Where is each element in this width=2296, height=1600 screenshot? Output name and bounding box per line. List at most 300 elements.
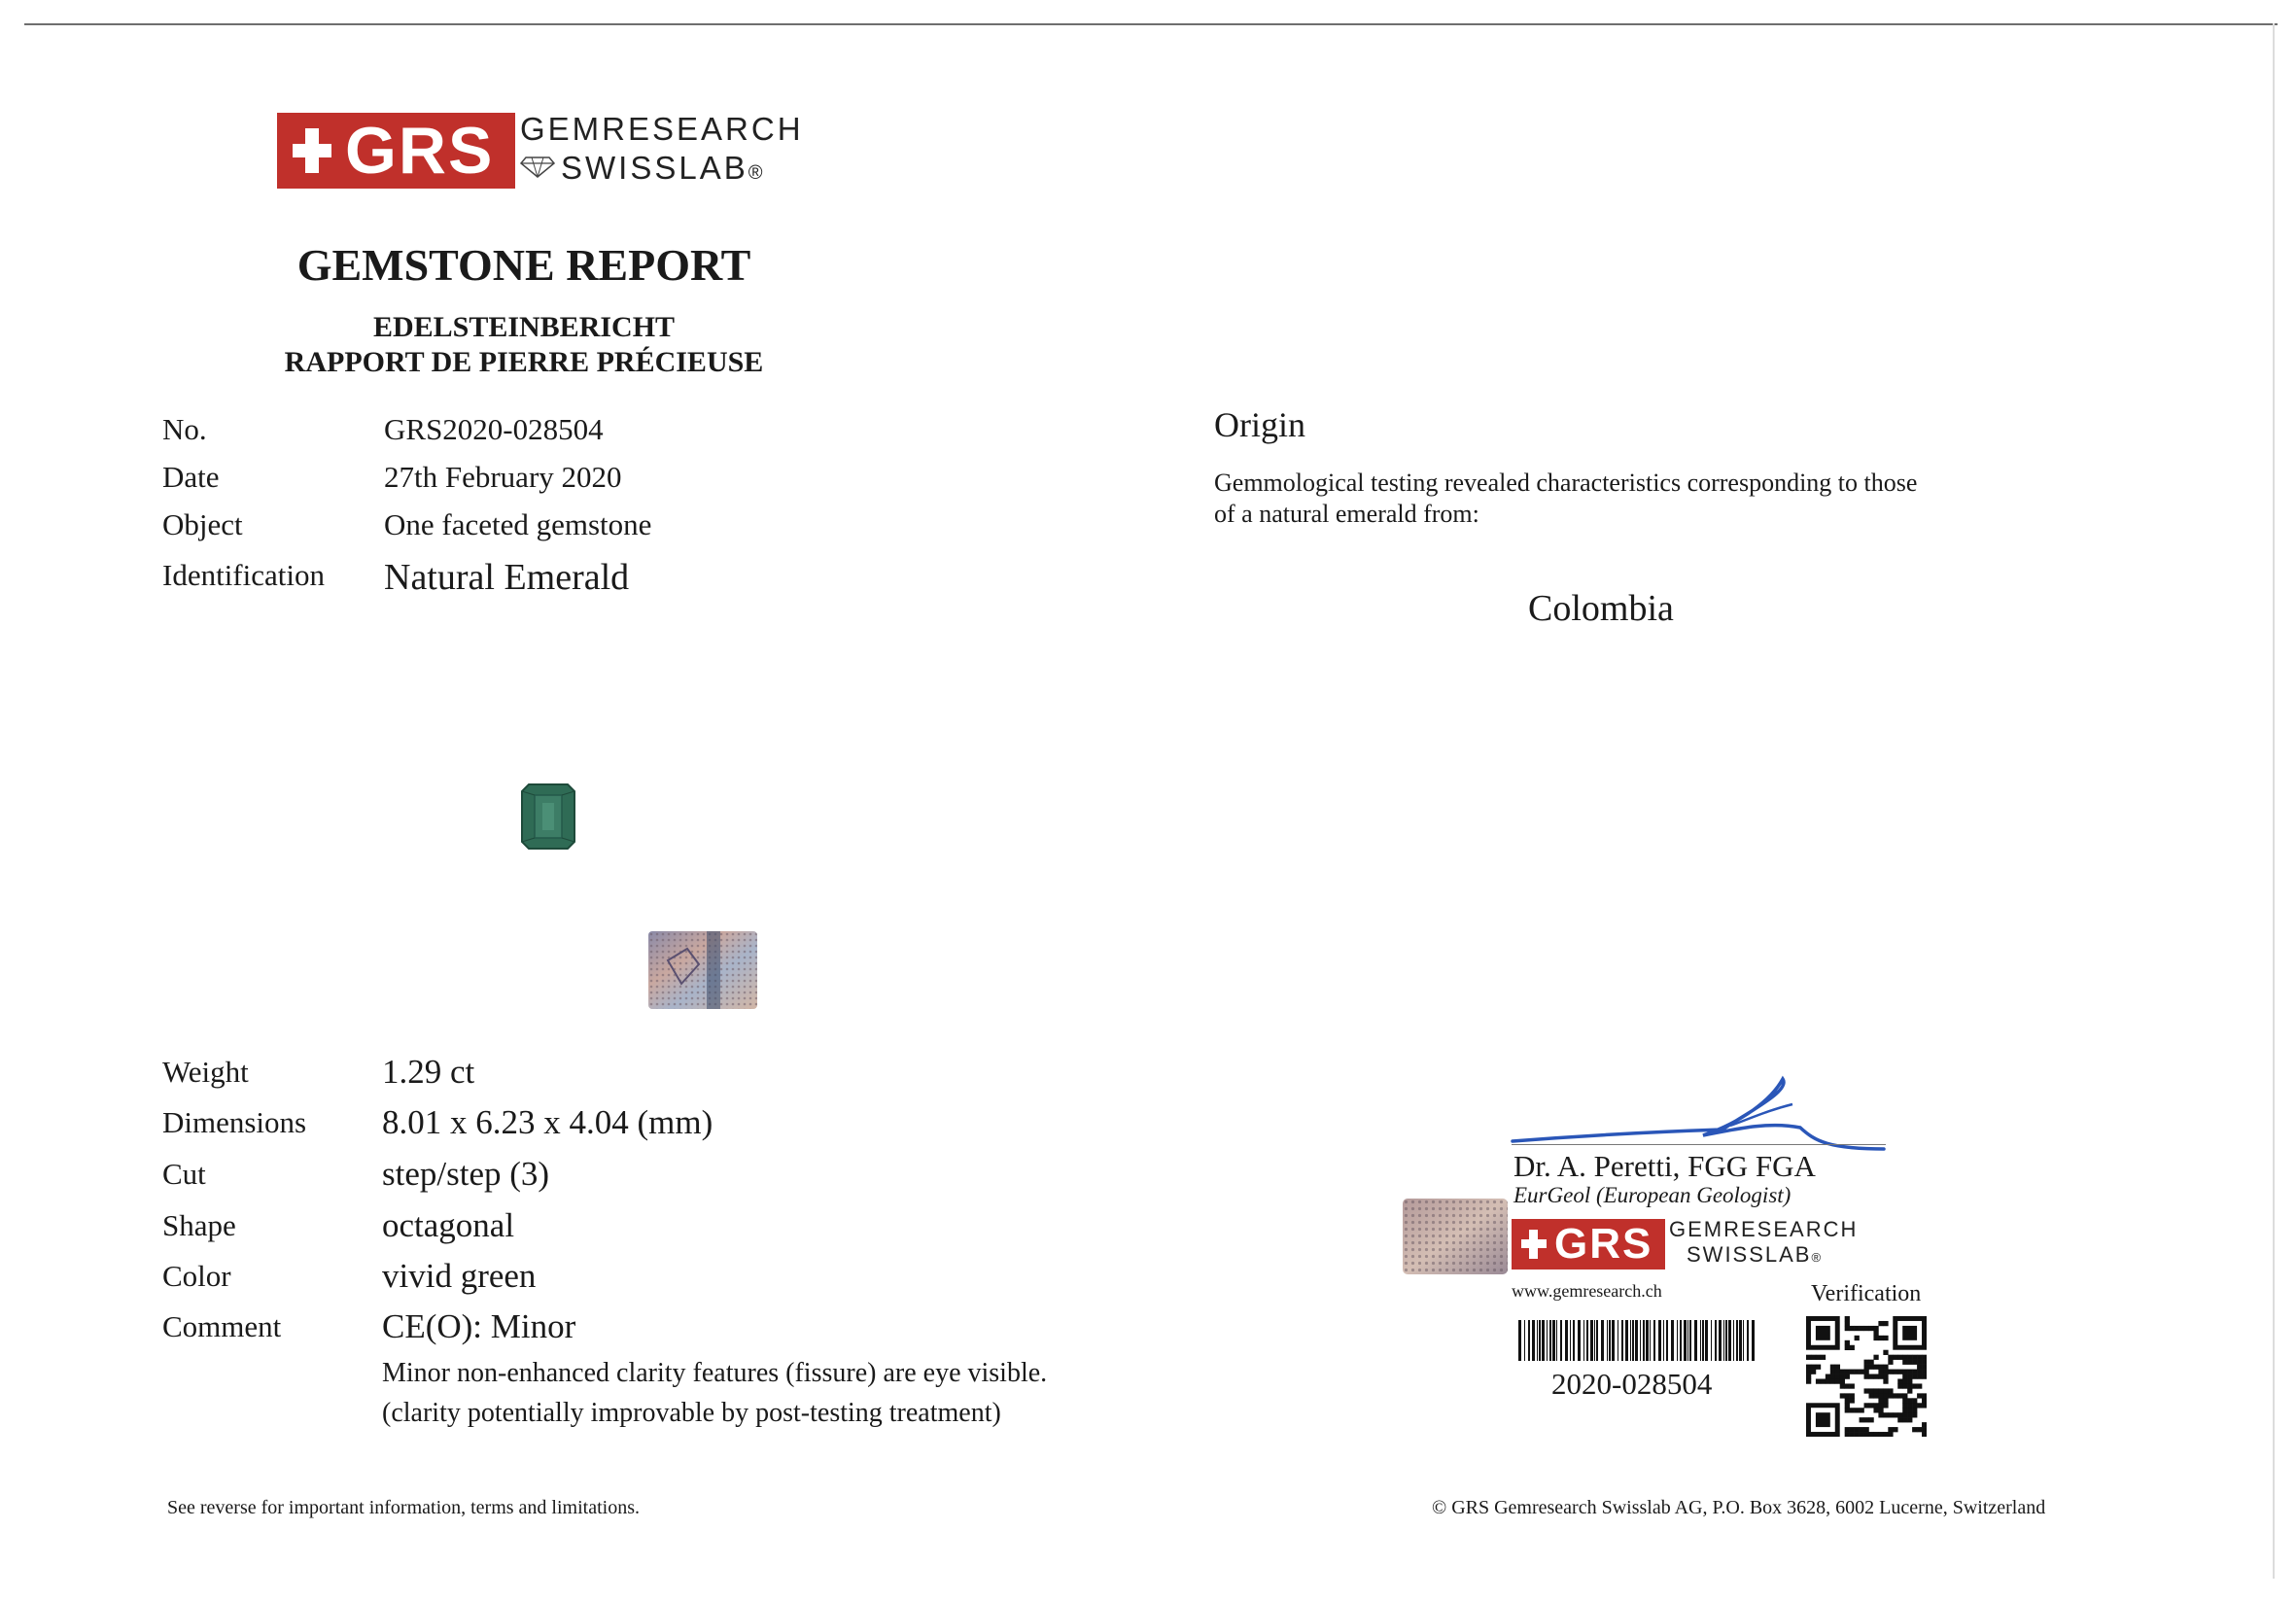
website-link[interactable]: www.gemresearch.ch — [1512, 1281, 1662, 1301]
qr-module — [1883, 1378, 1888, 1383]
qr-module — [1902, 1398, 1907, 1403]
barcode-bar — [1537, 1320, 1538, 1361]
qr-module — [1888, 1412, 1893, 1417]
qr-module — [1868, 1417, 1873, 1422]
qr-module — [1868, 1326, 1873, 1331]
qr-module — [1878, 1412, 1883, 1417]
qr-module — [1850, 1393, 1855, 1398]
barcode-bar — [1689, 1320, 1691, 1361]
qr-module — [1922, 1393, 1927, 1398]
barcode-bar — [1752, 1320, 1755, 1361]
qr-module — [1912, 1355, 1917, 1360]
qr-module — [1883, 1350, 1888, 1355]
qr-module — [1845, 1316, 1850, 1321]
barcode-bar — [1715, 1320, 1717, 1361]
qr-module — [1860, 1427, 1864, 1432]
qr-module — [1878, 1408, 1883, 1412]
qr-module — [1868, 1365, 1873, 1370]
qr-module — [1907, 1398, 1912, 1403]
barcode-bar — [1632, 1320, 1634, 1361]
qr-module — [1860, 1417, 1864, 1422]
barcode-bar — [1725, 1320, 1727, 1361]
comment-note-1: Minor non-enhanced clarity features (fissure) are eye visible. — [382, 1358, 1048, 1388]
qr-module — [1845, 1370, 1850, 1374]
qr-module — [1806, 1365, 1811, 1370]
qr-module — [1883, 1393, 1888, 1398]
qr-module — [1868, 1388, 1873, 1393]
barcode-bar — [1733, 1320, 1734, 1361]
barcode-bar — [1747, 1320, 1749, 1361]
verification-label: Verification — [1811, 1281, 1922, 1306]
qr-module — [1878, 1393, 1883, 1398]
qr-module — [1917, 1427, 1922, 1432]
qr-module — [1873, 1326, 1878, 1331]
barcode-bar — [1650, 1320, 1651, 1361]
qr-module — [1850, 1398, 1855, 1403]
registered-mark-small: ® — [1811, 1250, 1822, 1265]
qr-module — [1912, 1412, 1917, 1417]
qr-module — [1907, 1403, 1912, 1408]
qr-module — [1883, 1370, 1888, 1374]
qr-module — [1873, 1365, 1878, 1370]
barcode-bar — [1573, 1320, 1575, 1361]
barcode-bar — [1743, 1320, 1744, 1361]
qr-module — [1893, 1370, 1897, 1374]
qr-module — [1883, 1374, 1888, 1379]
barcode-bar — [1677, 1320, 1678, 1361]
qr-module — [1922, 1422, 1927, 1427]
barcode-bar — [1719, 1320, 1722, 1361]
qr-module — [1840, 1370, 1845, 1374]
qr-module — [1864, 1432, 1869, 1437]
qr-module — [1855, 1326, 1860, 1331]
qr-module — [1912, 1360, 1917, 1365]
qr-module — [1850, 1345, 1855, 1350]
logo-small-swisslab-word: SWISSLAB — [1687, 1242, 1812, 1267]
qr-module — [1917, 1383, 1922, 1388]
qr-module — [1860, 1408, 1864, 1412]
barcode-bar — [1609, 1320, 1611, 1361]
qr-module — [1883, 1432, 1888, 1437]
qr-module — [1845, 1326, 1850, 1331]
logo-swisslab-text — [561, 150, 762, 187]
qr-module — [1893, 1427, 1897, 1432]
barcode-bar — [1728, 1320, 1731, 1361]
origin-text-1: Gemmological testing revealed characteristics corresponding to those — [1214, 469, 1918, 497]
qr-module — [1878, 1388, 1883, 1393]
signature-line — [1512, 1144, 1886, 1145]
logo-grs-text: GRS — [345, 114, 495, 188]
qr-module — [1840, 1393, 1845, 1398]
value-color: vivid green — [382, 1257, 537, 1295]
qr-module — [1845, 1340, 1850, 1345]
qr-module — [1883, 1365, 1888, 1370]
barcode-bar — [1565, 1320, 1568, 1361]
grs-logo-small-box — [1512, 1219, 1665, 1270]
qr-module — [1850, 1408, 1855, 1412]
qr-module — [1840, 1383, 1845, 1388]
label-comment: Comment — [162, 1309, 282, 1343]
qr-module — [1868, 1374, 1873, 1379]
qr-module — [1917, 1374, 1922, 1379]
barcode-bar — [1594, 1320, 1595, 1361]
qr-module — [1907, 1408, 1912, 1412]
qr-module — [1864, 1374, 1869, 1379]
qr-module — [1873, 1403, 1878, 1408]
barcode-bar — [1684, 1320, 1687, 1361]
qr-module — [1811, 1355, 1816, 1360]
qr-module — [1893, 1412, 1897, 1417]
qr-module — [1902, 1408, 1907, 1412]
barcode-bar — [1542, 1320, 1545, 1361]
qr-module — [1873, 1393, 1878, 1398]
qr-module — [1912, 1403, 1917, 1408]
report-subtitle-fr: RAPPORT DE PIERRE PRÉCIEUSE — [284, 346, 764, 378]
qr-module — [1878, 1321, 1883, 1326]
barcode-bar — [1528, 1320, 1530, 1361]
qr-module — [1845, 1408, 1850, 1412]
barcode-bar — [1711, 1320, 1712, 1361]
barcode-bar — [1552, 1320, 1555, 1361]
barcode — [1516, 1320, 1759, 1361]
qr-module — [1835, 1378, 1840, 1383]
barcode-bar — [1680, 1320, 1682, 1361]
qr-module — [1907, 1383, 1912, 1388]
qr-module — [1864, 1427, 1869, 1432]
value-weight: 1.29 ct — [382, 1053, 475, 1091]
barcode-bar — [1705, 1320, 1708, 1361]
qr-module — [1897, 1370, 1902, 1374]
qr-module — [1912, 1408, 1917, 1412]
qr-module — [1864, 1417, 1869, 1422]
qr-module — [1888, 1355, 1893, 1360]
barcode-bar — [1570, 1320, 1571, 1361]
barcode-bar — [1646, 1320, 1649, 1361]
grs-logo-box — [277, 113, 515, 189]
qr-module — [1830, 1374, 1835, 1379]
qr-module — [1902, 1360, 1907, 1365]
value-object: One faceted gemstone — [384, 507, 652, 541]
qr-module — [1902, 1403, 1907, 1408]
barcode-bar — [1653, 1320, 1655, 1361]
hologram-seal — [648, 931, 757, 1009]
barcode-bar — [1666, 1320, 1668, 1361]
value-cut: step/step (3) — [382, 1155, 550, 1193]
qr-module — [1816, 1365, 1821, 1370]
qr-finder — [1816, 1412, 1830, 1427]
barcode-bar — [1630, 1320, 1631, 1361]
qr-module — [1860, 1326, 1864, 1331]
barcode-bar — [1671, 1320, 1674, 1361]
barcode-bar — [1612, 1320, 1615, 1361]
barcode-number: 2020-028504 — [1551, 1367, 1713, 1401]
logo-swisslab-word: SWISSLAB — [561, 150, 748, 186]
barcode-bar — [1658, 1320, 1661, 1361]
barcode-bar — [1596, 1320, 1598, 1361]
qr-module — [1864, 1388, 1869, 1393]
qr-module — [1864, 1365, 1869, 1370]
qr-module — [1902, 1383, 1907, 1388]
grs-logo-small — [1512, 1217, 1859, 1273]
qr-module — [1873, 1355, 1878, 1360]
barcode-bar — [1539, 1320, 1541, 1361]
qr-module — [1845, 1432, 1850, 1437]
qr-module — [1806, 1378, 1811, 1383]
barcode-bar — [1694, 1320, 1697, 1361]
qr-module — [1888, 1388, 1893, 1393]
label-weight: Weight — [162, 1055, 249, 1089]
qr-module — [1902, 1417, 1907, 1422]
qr-module — [1878, 1336, 1883, 1340]
qr-module — [1830, 1370, 1835, 1374]
qr-module — [1917, 1360, 1922, 1365]
grs-logo — [277, 111, 804, 191]
qr-module — [1922, 1370, 1927, 1374]
report-subtitle-de: EDELSTEINBERICHT — [372, 311, 676, 343]
barcode-bar — [1583, 1320, 1584, 1361]
qr-module — [1893, 1393, 1897, 1398]
label-color: Color — [162, 1259, 231, 1293]
qr-module — [1917, 1370, 1922, 1374]
qr-module — [1855, 1432, 1860, 1437]
qr-module — [1845, 1374, 1850, 1379]
qr-module — [1868, 1403, 1873, 1408]
qr-module — [1878, 1398, 1883, 1403]
barcode-bar — [1532, 1320, 1535, 1361]
value-shape: octagonal — [382, 1206, 515, 1244]
qr-module — [1873, 1388, 1878, 1393]
qr-module — [1912, 1427, 1917, 1432]
qr-module — [1830, 1378, 1835, 1383]
swiss-cross-icon — [293, 128, 331, 173]
qr-module — [1806, 1374, 1811, 1379]
barcode-bar — [1643, 1320, 1645, 1361]
qr-module — [1917, 1365, 1922, 1370]
qr-module — [1864, 1370, 1869, 1374]
qr-module — [1907, 1412, 1912, 1417]
qr-module — [1850, 1326, 1855, 1331]
qr-module — [1873, 1331, 1878, 1336]
qr-module — [1845, 1427, 1850, 1432]
qr-module — [1845, 1403, 1850, 1408]
qr-module — [1864, 1326, 1869, 1331]
qr-module — [1855, 1336, 1860, 1340]
qr-module — [1835, 1365, 1840, 1370]
barcode-bar — [1518, 1320, 1521, 1361]
comment-note-2: (clarity potentially improvable by post-testing treatment) — [382, 1398, 1001, 1428]
qr-module — [1816, 1378, 1821, 1383]
origin-country: Colombia — [1528, 588, 1674, 629]
qr-module — [1902, 1374, 1907, 1379]
qr-module — [1888, 1432, 1893, 1437]
qr-module — [1855, 1408, 1860, 1412]
logo-small-swisslab-text — [1687, 1242, 1821, 1268]
gemstone-photo — [521, 783, 575, 850]
barcode-bar — [1663, 1320, 1664, 1361]
value-number: GRS2020-028504 — [384, 412, 604, 446]
label-dimensions: Dimensions — [162, 1105, 307, 1139]
qr-module — [1883, 1398, 1888, 1403]
qr-module — [1868, 1360, 1873, 1365]
qr-module — [1907, 1355, 1912, 1360]
diamond-icon — [520, 156, 555, 179]
barcode-bar — [1723, 1320, 1724, 1361]
barcode-bar — [1601, 1320, 1604, 1361]
qr-module — [1888, 1393, 1893, 1398]
label-identification: Identification — [162, 558, 325, 592]
qr-module — [1912, 1383, 1917, 1388]
qr-module — [1912, 1398, 1917, 1403]
qr-module — [1864, 1360, 1869, 1365]
barcode-bar — [1640, 1320, 1641, 1361]
qr-module — [1883, 1403, 1888, 1408]
qr-module — [1912, 1374, 1917, 1379]
qr-module — [1873, 1336, 1878, 1340]
qr-module — [1850, 1383, 1855, 1388]
qr-module — [1902, 1378, 1907, 1383]
qr-module — [1845, 1398, 1850, 1403]
qr-module — [1840, 1378, 1845, 1383]
qr-module — [1907, 1370, 1912, 1374]
right-border — [2273, 23, 2275, 1579]
qr-module — [1878, 1432, 1883, 1437]
qr-finder — [1902, 1326, 1917, 1340]
logo-small-gemresearch-text: GEMRESEARCH — [1669, 1217, 1859, 1241]
label-date: Date — [162, 460, 220, 494]
qr-module — [1888, 1427, 1893, 1432]
qr-module — [1826, 1374, 1830, 1379]
qr-module — [1816, 1355, 1821, 1360]
value-dimensions: 8.01 x 6.23 x 4.04 (mm) — [382, 1103, 713, 1141]
label-object: Object — [162, 507, 243, 541]
verification-qr-code[interactable] — [1806, 1316, 1927, 1437]
qr-module — [1917, 1403, 1922, 1408]
qr-module — [1907, 1388, 1912, 1393]
qr-module — [1897, 1393, 1902, 1398]
value-identification: Natural Emerald — [384, 557, 630, 598]
qr-module — [1835, 1370, 1840, 1374]
qr-module — [1907, 1417, 1912, 1422]
qr-module — [1897, 1417, 1902, 1422]
swiss-cross-small-icon — [1521, 1230, 1547, 1259]
qr-module — [1922, 1360, 1927, 1365]
label-number: No. — [162, 412, 207, 446]
qr-module — [1897, 1412, 1902, 1417]
qr-module — [1888, 1360, 1893, 1365]
qr-module — [1922, 1365, 1927, 1370]
barcode-bar — [1607, 1320, 1608, 1361]
origin-heading: Origin — [1214, 405, 1305, 444]
qr-module — [1878, 1365, 1883, 1370]
qr-module — [1806, 1355, 1811, 1360]
qr-module — [1902, 1370, 1907, 1374]
barcode-bar — [1625, 1320, 1628, 1361]
qr-module — [1850, 1432, 1855, 1437]
barcode-bar — [1687, 1320, 1688, 1361]
barcode-bar — [1736, 1320, 1738, 1361]
barcode-bar — [1549, 1320, 1551, 1361]
qr-module — [1806, 1370, 1811, 1374]
qr-module — [1883, 1412, 1888, 1417]
hologram-seal-small — [1403, 1199, 1508, 1274]
qr-module — [1922, 1398, 1927, 1403]
barcode-bar — [1556, 1320, 1557, 1361]
qr-module — [1922, 1427, 1927, 1432]
qr-module — [1883, 1388, 1888, 1393]
barcode-bar — [1590, 1320, 1593, 1361]
qr-module — [1830, 1365, 1835, 1370]
qr-module — [1897, 1383, 1902, 1388]
barcode-bar — [1700, 1320, 1701, 1361]
footer-left-note: See reverse for important information, terms and limitations. — [167, 1497, 640, 1518]
qr-module — [1850, 1370, 1855, 1374]
label-shape: Shape — [162, 1208, 236, 1242]
barcode-bar — [1547, 1320, 1548, 1361]
qr-module — [1878, 1374, 1883, 1379]
barcode-bar — [1524, 1320, 1525, 1361]
qr-module — [1878, 1403, 1883, 1408]
qr-finder — [1816, 1326, 1830, 1340]
signatory-name: Dr. A. Peretti, FGG FGA — [1513, 1149, 1816, 1183]
barcode-bar — [1702, 1320, 1704, 1361]
qr-module — [1860, 1432, 1864, 1437]
qr-module — [1883, 1336, 1888, 1340]
top-border — [24, 23, 2278, 25]
qr-module — [1850, 1427, 1855, 1432]
qr-module — [1912, 1370, 1917, 1374]
qr-module — [1888, 1370, 1893, 1374]
qr-module — [1826, 1378, 1830, 1383]
qr-module — [1855, 1370, 1860, 1374]
registered-mark: ® — [748, 162, 763, 184]
qr-module — [1855, 1427, 1860, 1432]
qr-module — [1922, 1374, 1927, 1379]
qr-module — [1845, 1321, 1850, 1326]
barcode-bar — [1586, 1320, 1588, 1361]
qr-module — [1878, 1370, 1883, 1374]
qr-module — [1811, 1365, 1816, 1370]
qr-module — [1907, 1360, 1912, 1365]
barcode-bar — [1578, 1320, 1581, 1361]
qr-module — [1907, 1378, 1912, 1383]
report-title: GEMSTONE REPORT — [296, 240, 751, 290]
qr-module — [1835, 1374, 1840, 1379]
logo-gemresearch-text: GEMRESEARCH — [520, 111, 804, 147]
qr-module — [1883, 1321, 1888, 1326]
barcode-bar — [1739, 1320, 1742, 1361]
barcode-bar — [1560, 1320, 1562, 1361]
qr-module — [1873, 1432, 1878, 1437]
qr-module — [1907, 1374, 1912, 1379]
qr-module — [1922, 1355, 1927, 1360]
qr-module — [1902, 1412, 1907, 1417]
barcode-bar — [1635, 1320, 1638, 1361]
qr-module — [1902, 1393, 1907, 1398]
qr-module — [1840, 1374, 1845, 1379]
qr-module — [1922, 1403, 1927, 1408]
qr-module — [1811, 1370, 1816, 1374]
footer-copyright: © GRS Gemresearch Swisslab AG, P.O. Box 3628, 6002 Lucerne, Switzerland — [1432, 1497, 2046, 1518]
qr-module — [1845, 1383, 1850, 1388]
value-date: 27th February 2020 — [384, 460, 622, 494]
qr-module — [1902, 1355, 1907, 1360]
qr-module — [1845, 1393, 1850, 1398]
qr-module — [1897, 1355, 1902, 1360]
qr-module — [1868, 1393, 1873, 1398]
qr-module — [1873, 1374, 1878, 1379]
qr-module — [1860, 1370, 1864, 1374]
label-cut: Cut — [162, 1157, 206, 1191]
